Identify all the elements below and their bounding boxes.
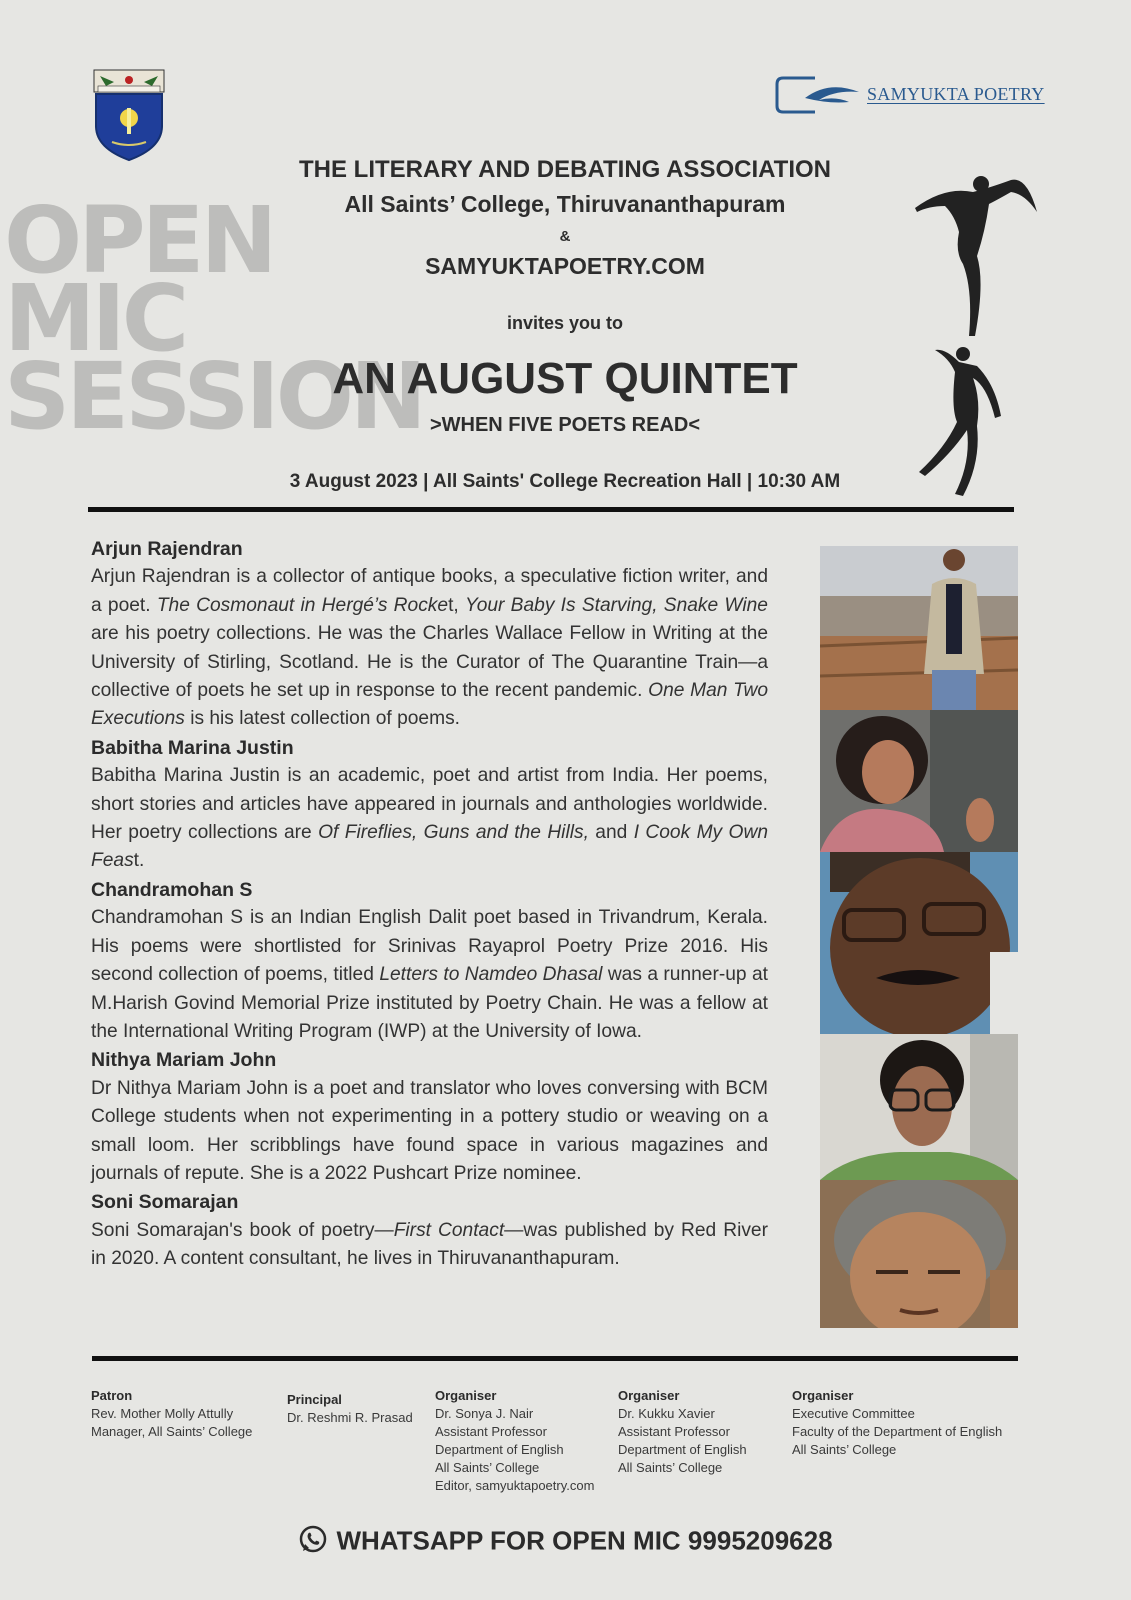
organiser-title: Organiser [435,1388,497,1403]
poet-photo-soni [820,1180,1018,1328]
pen-wing-icon [775,74,861,118]
organiser-line: All Saints’ College [618,1460,723,1475]
poet-photo-nithya [820,1034,1018,1180]
poet-name: Soni Somarajan [91,1191,239,1214]
college-crest-icon [92,68,166,162]
college-name: All Saints’ College, Thiruvananthapuram [344,191,786,217]
organiser-line: All Saints’ College [792,1442,897,1457]
organiser-line: All Saints’ College [435,1460,540,1475]
poet-entry [91,535,768,734]
samyukta-poetry-logo [775,74,1045,118]
organiser-title: Organiser [618,1388,680,1403]
footer-divider [92,1356,1018,1361]
event-details: 3 August 2023 | All Saints' College Recreation Hall | 10:30 AM [289,471,841,492]
principal-line: Dr. Reshmi R. Prasad [287,1410,413,1425]
patron-block [91,1387,252,1441]
poet-name: Chandramohan S [91,878,253,901]
whatsapp-icon [298,1524,328,1561]
organiser-line: Department of English [618,1442,747,1457]
poet-bio: Dr Nithya Mariam John is a poet and translator who loves conversing with BCM College students when not experimenting in a pottery studio or weaving on a small loom. Her scribblings have found space in various magazines and journals of repute. She is a 2022 Pushcart Prize nominee. [91,1077,768,1184]
brand-name: SAMYUKTA POETRY [867,84,1045,104]
website: SAMYUKTAPOETRY.COM [425,253,705,279]
whatsapp-text: WHATSAPP FOR OPEN MIC 9995209628 [336,1525,833,1556]
organiser-line: Assistant Professor [435,1424,547,1439]
organiser-line: Executive Committee [792,1406,915,1421]
poet-bio: Babitha Marina Justin is an academic, poet and artist from India. Her poems, short stories and articles have appeared in journals and anthologies worldwide. Her poetry collections are Of Fireflies, Guns and the Hills, and I Cook My Own Feast. [91,765,768,872]
poet-bio: Chandramohan S is an Indian English Dalit poet based in Trivandrum, Kerala. His poems were shortlisted for Srinivas Rayaprol Poetry Prize 2016. His second collection of poems, titled Letters to Namdeo Dhasal was a runner-up at M.Harish Govind Memorial Prize instituted by Poetry Chain. He was a fellow at the International Writing Program (IWP) at the University of Iowa. [91,907,768,1042]
invite-line: invites you to [506,313,623,333]
poet-name: Nithya Mariam John [91,1049,277,1072]
whatsapp-line [0,1524,1131,1561]
dancers-illustration [915,172,1050,502]
organiser-line: Editor, samyuktapoetry.com [435,1478,595,1493]
principal-title: Principal [287,1392,342,1407]
organiser-title: Organiser [792,1388,854,1403]
poet-photo-babitha [820,710,1018,852]
poet-name: Babitha Marina Justin [91,736,294,759]
organiser-line: Dr. Sonya J. Nair [435,1406,534,1421]
bg-word-session: SESSION [4,343,423,450]
organiser-line: Assistant Professor [618,1424,730,1439]
college-crest-logo [92,68,166,162]
patron-title: Patron [91,1388,133,1403]
bg-word-mic: MIC [4,265,186,372]
organiser-block-3 [792,1387,1002,1459]
poet-photo-chandramohan [820,852,1018,1034]
ampersand: & [559,228,571,245]
poet-photo-arjun [820,546,1018,710]
bg-word-open: OPEN [4,187,274,294]
poet-bio: Arjun Rajendran is a collector of antique books, a speculative fiction writer, and a poet. The Cosmonaut in Hergé’s Rocket, Your Baby Is Starving, Snake Wine are his poetry collections. He was the Charles Wallace Fellow in Writing at the University of Stirling, Scotland. He is the Curator of The Quarantine Train—a collective of poets he set up in response to the recent pandemic. One Man Two Executions is his latest collection of poems. [91,566,768,730]
poet-bio: Soni Somarajan's book of poetry—First Contact—was published by Red River in 2020. A content consultant, he lives in Thiruvananthapuram. [91,1219,768,1270]
poet-bios [91,535,768,1274]
organiser-line: Faculty of the Department of English [792,1424,1003,1439]
association-title: THE LITERARY AND DEBATING ASSOCIATION [298,156,831,183]
organiser-block-2 [618,1387,747,1477]
poet-entry [91,734,768,876]
patron-line: Manager, All Saints’ College [91,1424,253,1439]
patron-line: Rev. Mother Molly Attully [91,1406,234,1421]
poet-entry [91,876,768,1046]
poet-name: Arjun Rajendran [91,538,243,560]
principal-block [287,1391,413,1427]
organiser-line: Dr. Kukku Xavier [618,1406,715,1421]
organiser-line: Department of English [435,1442,564,1457]
event-tagline: >WHEN FIVE POETS READ< [429,414,701,436]
header-divider [88,507,1014,512]
event-title: AN AUGUST QUINTET [332,354,798,403]
dancer-silhouette-icon [915,172,1050,502]
poet-entry [91,1046,768,1188]
organiser-block-1 [435,1387,594,1495]
poet-entry [91,1188,768,1273]
